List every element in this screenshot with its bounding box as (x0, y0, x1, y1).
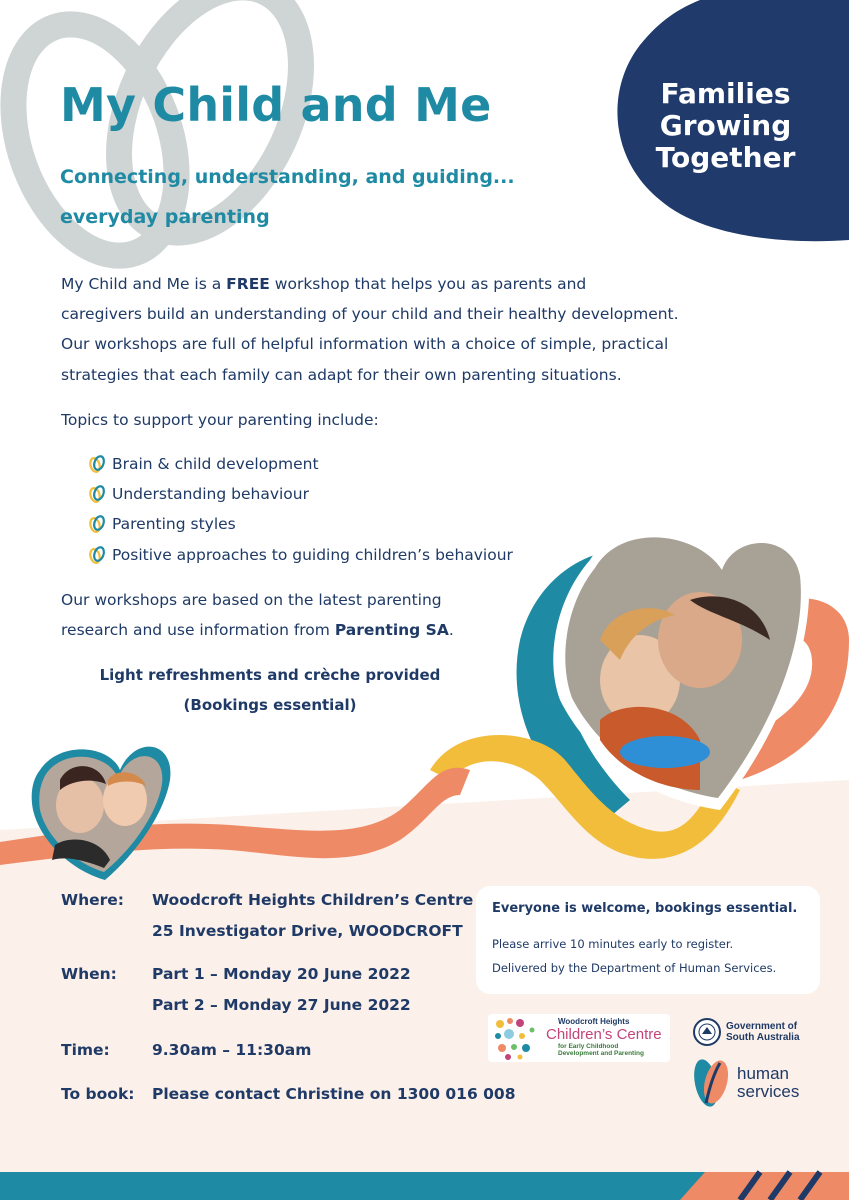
human-services-logo-icon (690, 1055, 734, 1109)
intro-line-1 (61, 269, 586, 299)
topic-label: Understanding behaviour (112, 485, 309, 503)
list-item (88, 452, 319, 476)
to-book-label: To book: (61, 1085, 135, 1103)
government-logo-text (726, 1021, 800, 1043)
brand-line-1: Families (660, 77, 791, 110)
subtitle-line-1: Connecting, understanding, and guiding... (60, 166, 515, 188)
brand-logo (638, 78, 813, 174)
intro-line-3: Our workshops are full of helpful information with a choice of simple, practical (61, 335, 669, 353)
sa-government-crest-icon (692, 1017, 722, 1047)
list-item (88, 543, 513, 567)
rings-bullet-icon (88, 545, 106, 565)
when-label: When: (61, 965, 117, 983)
list-item (88, 512, 236, 536)
when-part-2: Part 2 – Monday 27 June 2022 (152, 996, 411, 1014)
hs-line-1: human (737, 1064, 789, 1083)
topic-label: Parenting styles (112, 515, 236, 533)
topics-heading: Topics to support your parenting include: (61, 411, 379, 429)
where-venue: Woodcroft Heights Children’s Centre (152, 891, 474, 909)
gov-line-1: Government of (726, 1021, 798, 1032)
childrens-centre-logo (488, 1014, 670, 1062)
list-item (88, 482, 309, 506)
page-title: My Child and Me (60, 78, 492, 132)
research-text: . (448, 621, 454, 639)
intro-text: My Child and Me is a (61, 275, 227, 293)
research-text: research and use information from (61, 621, 335, 639)
research-line-2 (61, 615, 454, 645)
rings-bullet-icon (88, 514, 106, 534)
booking-contact: Please contact Christine on 1300 016 008 (152, 1085, 516, 1103)
refreshments-line: Light refreshments and crèche provided (99, 666, 441, 684)
rings-bullet-icon (88, 484, 106, 504)
intro-free-emphasis: FREE (226, 275, 270, 293)
when-part-1: Part 1 – Monday 20 June 2022 (152, 965, 411, 983)
notice-arrive-early: Please arrive 10 minutes early to register. (492, 937, 734, 951)
parenting-sa-emphasis: Parenting SA (334, 621, 449, 639)
intro-line-4: strategies that each family can adapt for their own parenting situations. (61, 366, 622, 384)
dots-logo-icon (490, 1014, 542, 1062)
human-services-logo-text (737, 1065, 799, 1101)
time-value: 9.30am – 11:30am (152, 1041, 312, 1059)
topic-label: Brain & child development (112, 455, 319, 473)
where-label: Where: (61, 891, 124, 909)
notice-heading: Everyone is welcome, bookings essential. (492, 901, 798, 916)
notice-delivered-by: Delivered by the Department of Human Services. (492, 961, 777, 975)
time-label: Time: (61, 1041, 110, 1059)
intro-text: workshop that helps you as parents and (269, 275, 587, 293)
research-line-1: Our workshops are based on the latest parenting (61, 591, 442, 609)
rings-bullet-icon (88, 454, 106, 474)
centre-logo-line-2: Children’s Centre (546, 1026, 662, 1043)
brand-line-2: Growing (659, 109, 792, 142)
centre-logo-tagline (558, 1043, 644, 1057)
centre-logo-line-1: Woodcroft Heights (558, 1017, 630, 1026)
centre-tagline-1: for Early Childhood (558, 1043, 619, 1050)
subtitle-line-2: everyday parenting (60, 206, 270, 228)
where-address: 25 Investigator Drive, WOODCROFT (152, 922, 463, 940)
notice-card (476, 886, 820, 994)
centre-tagline-2: Development and Parenting (558, 1050, 644, 1057)
hs-line-2: services (737, 1082, 800, 1101)
bottom-band-accent (680, 1172, 849, 1200)
intro-line-2: caregivers build an understanding of your child and their healthy development. (61, 305, 679, 323)
topic-label: Positive approaches to guiding children’s behaviour (112, 546, 513, 564)
bookings-essential-note: (Bookings essential) (183, 696, 357, 714)
brand-line-3: Together (655, 141, 796, 174)
gov-line-2: South Australia (726, 1032, 800, 1043)
